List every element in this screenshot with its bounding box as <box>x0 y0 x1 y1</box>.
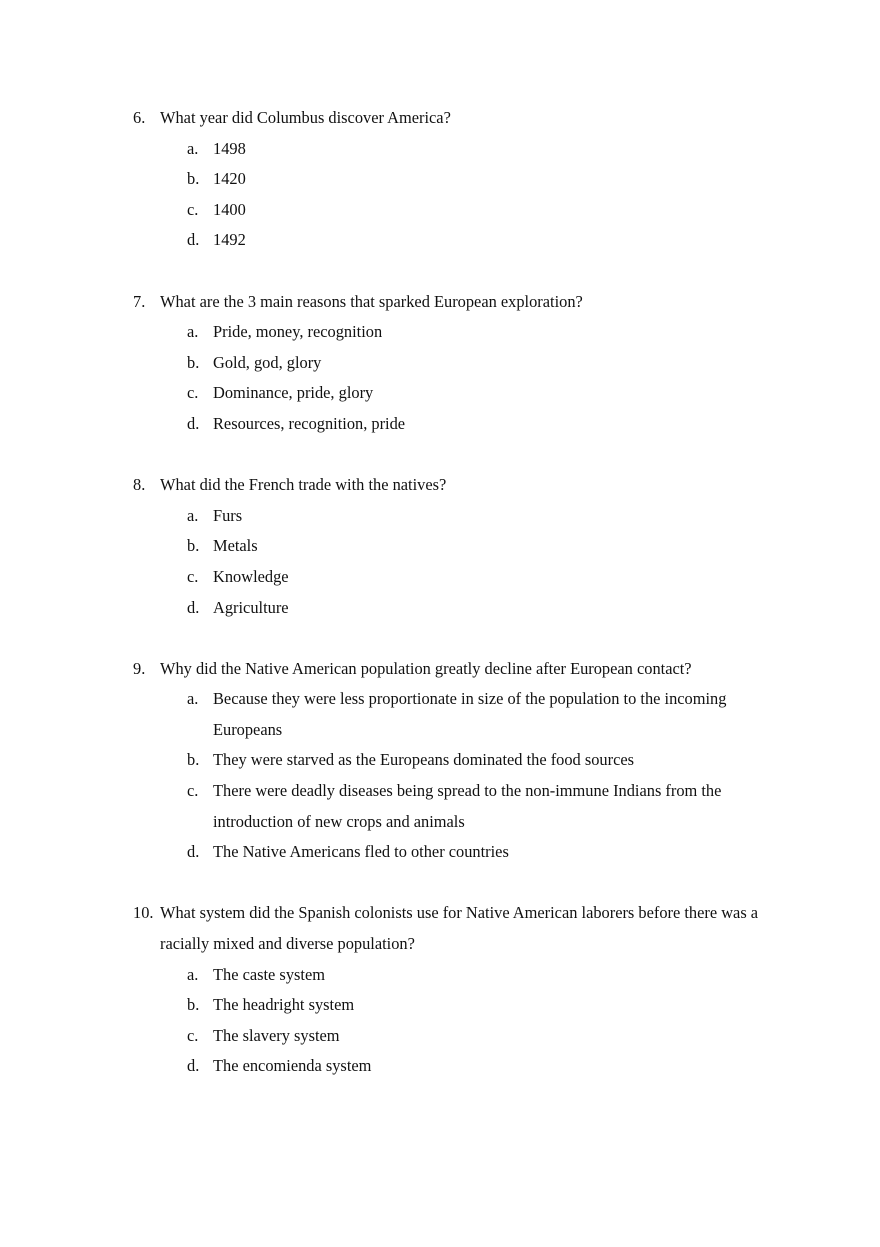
option-letter: c. <box>187 566 199 586</box>
quiz-page <box>0 103 880 1113</box>
answer-option <box>0 1051 880 1082</box>
option-text: Pride, money, recognition <box>213 322 383 342</box>
option-text: Knowledge <box>213 566 289 586</box>
question <box>0 470 880 501</box>
answer-option <box>0 134 880 165</box>
option-text: 1498 <box>213 138 246 158</box>
option-letter: c. <box>187 199 199 219</box>
answer-option <box>0 225 880 256</box>
option-text: Because they were less proportionate in size of the population to the incoming Europeans <box>213 689 727 739</box>
question-text: What year did Columbus discover America? <box>160 108 451 127</box>
answer-option <box>0 837 880 868</box>
option-letter: c. <box>187 383 199 403</box>
option-text: The encomienda system <box>213 1056 372 1076</box>
answer-option <box>0 684 880 745</box>
question-number: 10. <box>133 903 154 923</box>
option-letter: b. <box>187 995 200 1015</box>
question-text: Why did the Native American population greatly decline after European contact? <box>160 658 692 678</box>
option-letter: d. <box>187 230 200 250</box>
question-number: 8. <box>133 475 146 495</box>
option-text: The headright system <box>213 995 355 1015</box>
answer-option <box>0 501 880 532</box>
answer-option <box>0 776 880 837</box>
answer-option <box>0 317 880 348</box>
option-text: They were starved as the Europeans dominated the food sources <box>213 750 635 770</box>
option-text: 1400 <box>213 199 246 219</box>
question <box>0 898 880 959</box>
answer-option <box>0 348 880 379</box>
option-letter: d. <box>187 413 200 433</box>
answer-option <box>0 745 880 776</box>
option-letter: b. <box>187 169 200 189</box>
question-block <box>0 103 880 256</box>
option-letter: c. <box>187 781 199 801</box>
question-block <box>0 470 880 623</box>
answer-option <box>0 990 880 1021</box>
option-text: 1492 <box>213 230 246 250</box>
option-letter: a. <box>187 138 199 158</box>
answer-option <box>0 1021 880 1052</box>
option-letter: b. <box>187 352 200 372</box>
answer-option <box>0 960 880 991</box>
question-block <box>0 287 880 440</box>
option-text: Resources, recognition, pride <box>213 413 406 433</box>
answer-option <box>0 164 880 195</box>
option-text: There were deadly diseases being spread to the non-immune Indians from the introduction of new crops and animals <box>213 781 722 831</box>
question-text: What system did the Spanish colonists use for Native American laborers before there was a racially mixed and diverse population? <box>160 903 759 954</box>
option-letter: a. <box>187 322 199 342</box>
option-text: 1420 <box>213 169 246 189</box>
answer-option <box>0 593 880 624</box>
question-text: What are the 3 main reasons that sparked European exploration? <box>160 291 583 311</box>
answer-option <box>0 195 880 226</box>
answer-option <box>0 378 880 409</box>
option-text: Furs <box>213 505 243 525</box>
option-letter: b. <box>187 536 200 556</box>
option-letter: d. <box>187 597 200 617</box>
question <box>0 654 880 685</box>
option-text: Metals <box>213 536 258 556</box>
option-letter: d. <box>187 842 200 862</box>
option-letter: a. <box>187 505 199 525</box>
question-block <box>0 898 880 1082</box>
option-text: The slavery system <box>213 1025 340 1045</box>
question-number: 9. <box>133 658 146 678</box>
answer-option <box>0 562 880 593</box>
question <box>0 287 880 318</box>
question-number: 6. <box>133 108 146 127</box>
answer-option <box>0 531 880 562</box>
option-letter: b. <box>187 750 200 770</box>
option-text: The Native Americans fled to other countries <box>213 842 509 862</box>
option-letter: c. <box>187 1025 199 1045</box>
option-text: Agriculture <box>213 597 289 617</box>
question-number: 7. <box>133 291 146 311</box>
option-letter: d. <box>187 1056 200 1076</box>
option-letter: a. <box>187 964 199 984</box>
question-block <box>0 654 880 868</box>
option-text: Gold, god, glory <box>213 352 322 372</box>
answer-option <box>0 409 880 440</box>
option-text: The caste system <box>213 964 325 984</box>
option-letter: a. <box>187 689 199 709</box>
question-text: What did the French trade with the natives? <box>160 475 447 495</box>
question <box>0 103 880 134</box>
option-text: Dominance, pride, glory <box>213 383 374 403</box>
